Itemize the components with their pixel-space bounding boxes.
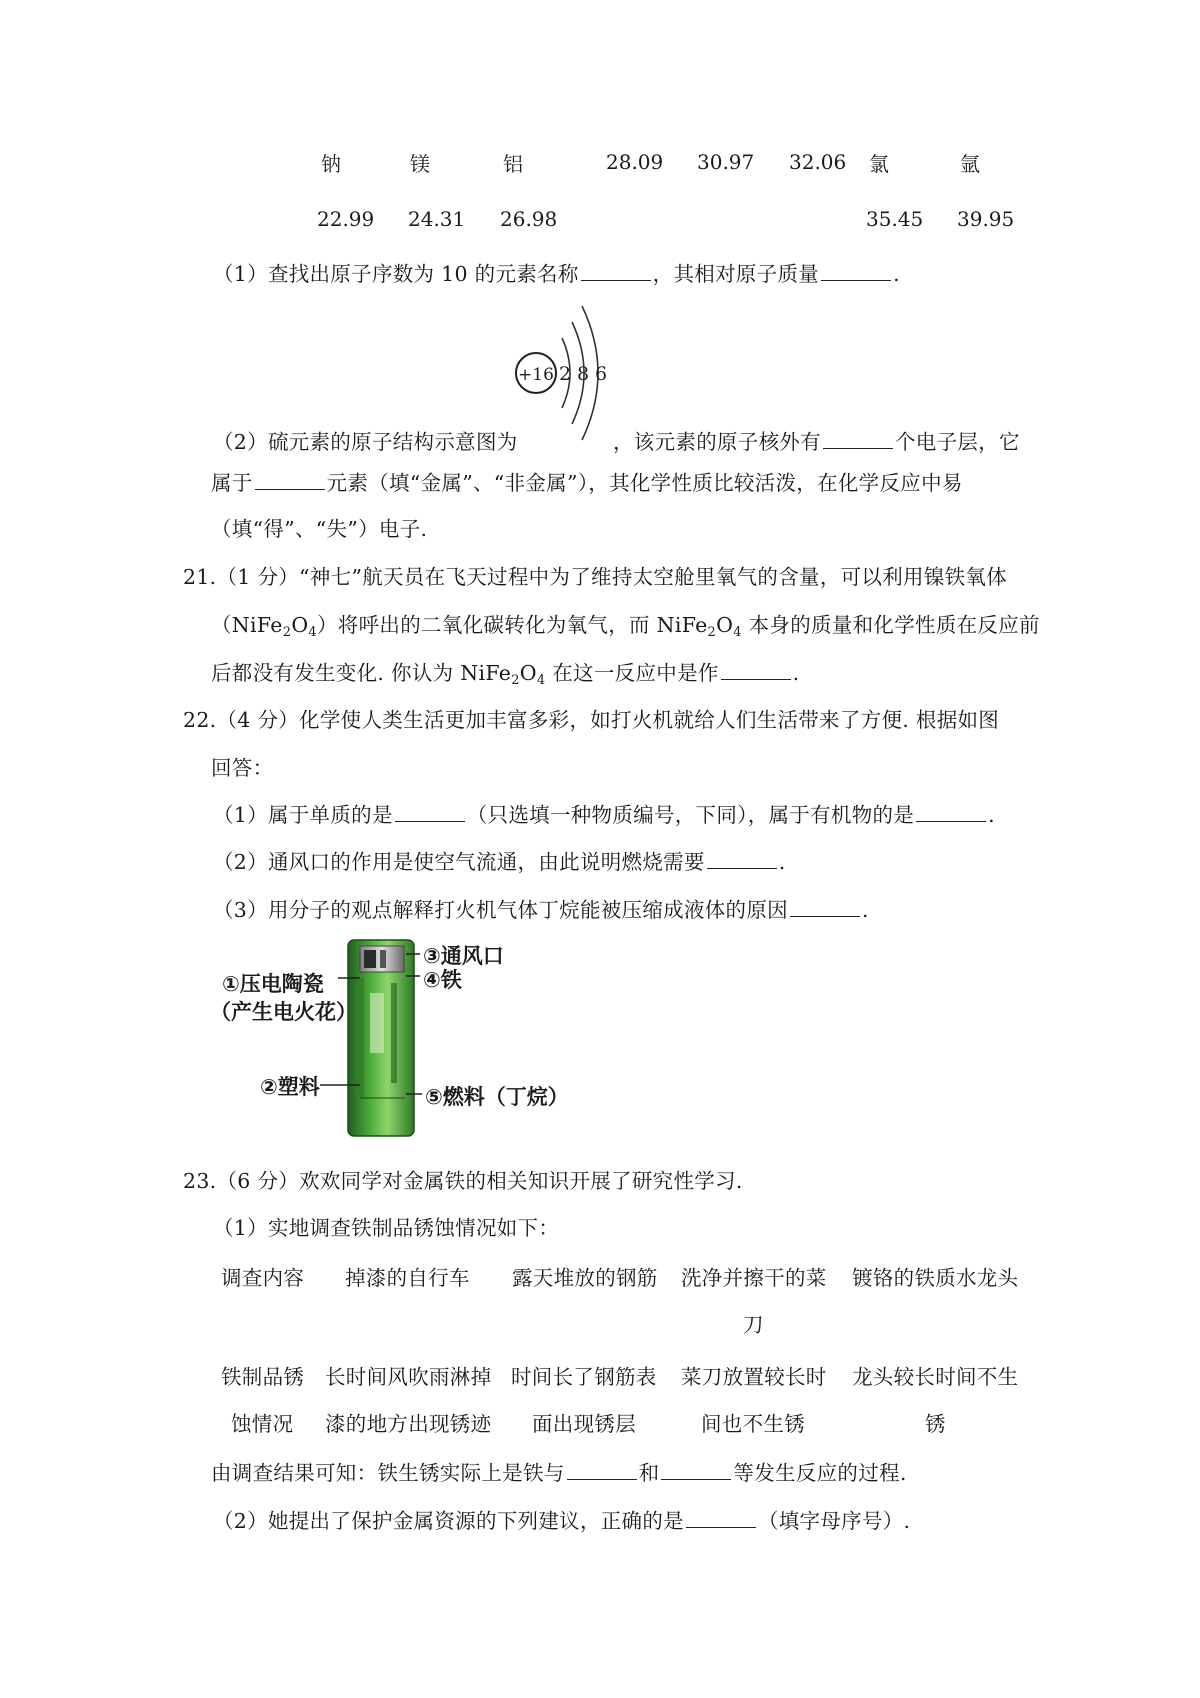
question-20-part-2-line-2: [211, 466, 963, 496]
answer-blank[interactable]: [567, 1461, 637, 1480]
table-cell-mass: 22.99: [317, 207, 375, 231]
text: 和: [638, 1461, 660, 1485]
text: 属于: [211, 471, 253, 495]
text: O: [519, 661, 537, 685]
text: （2）通风口的作用是使空气流通，由此说明燃烧需要: [213, 850, 705, 874]
question-23-conclusion: [211, 1456, 907, 1486]
text: 22.（4 分）化学使人类生活更加丰富多彩，如打火机就给人们生活带来了方便. 根据如图: [183, 708, 1000, 732]
table-cell: 面出现锈层: [532, 1412, 636, 1436]
table-cell-name: 氩: [960, 152, 980, 176]
subscript: 4: [536, 673, 546, 688]
table-cell-mass: 24.31: [408, 207, 466, 231]
table-cell: 菜刀放置较长时: [681, 1365, 827, 1389]
table-cell: 掉漆的自行车: [345, 1266, 470, 1290]
table-cell-mass: 26.98: [500, 207, 558, 231]
table-cell: 时间长了钢筋表: [511, 1365, 657, 1389]
text: ，该元素的原子核外有: [613, 430, 821, 454]
text: .: [988, 803, 995, 827]
text: 等发生反应的过程.: [733, 1461, 907, 1485]
answer-blank[interactable]: [916, 803, 986, 822]
table-cell: 镀铬的铁质水龙头: [852, 1266, 1019, 1290]
question-21-line-3: [211, 656, 800, 688]
shell-electrons: 2: [558, 363, 572, 385]
subscript: 4: [308, 625, 317, 640]
text: ）将呼出的二氧化碳转化为氧气，而 NiFe: [317, 613, 708, 637]
table-cell: 锈: [925, 1412, 946, 1436]
table-cell-mass: 30.97: [697, 150, 755, 174]
answer-blank[interactable]: [823, 430, 893, 449]
text: .: [792, 661, 800, 685]
text: （2）她提出了保护金属资源的下列建议，正确的是: [213, 1509, 684, 1533]
text: 后都没有发生变化. 你认为 NiFe: [211, 661, 512, 685]
sulfur-atomic-structure-diagram: [510, 300, 630, 450]
text: （只选填一种物质编号，下同），属于有机物的是: [466, 803, 915, 827]
text: ，其相对原子质量: [652, 262, 820, 286]
question-20-part-2-line-1: [213, 425, 518, 455]
text: 回答：: [211, 756, 274, 780]
subscript: 2: [707, 625, 717, 640]
text: （填“得”、“失”）电子.: [211, 517, 428, 541]
table-cell: 调查内容: [221, 1266, 305, 1290]
text: （1）实地调查铁制品锈蚀情况如下：: [213, 1216, 560, 1240]
lighter-figure: [210, 938, 569, 1138]
answer-blank[interactable]: [661, 1461, 731, 1480]
answer-blank[interactable]: [255, 471, 325, 490]
text: （3）用分子的观点解释打火机气体丁烷能被压缩成液体的原因: [213, 898, 788, 922]
table-cell-name: 镁: [410, 152, 430, 176]
question-22-part-1: [213, 798, 995, 828]
text: 元素（填“金属”、“非金属”），其化学性质比较活泼，在化学反应中易: [326, 471, 963, 495]
text: （NiFe: [211, 613, 283, 637]
label-spark: （产生电火花）: [210, 1000, 357, 1024]
question-23-part-1: [213, 1211, 559, 1241]
text: .: [778, 850, 786, 874]
label-vent: ③通风口: [423, 944, 504, 968]
answer-blank[interactable]: [721, 661, 791, 680]
question-23-part-2: [213, 1504, 910, 1534]
text: 在这一反应中是作: [545, 661, 719, 685]
text: （1）属于单质的是: [213, 803, 393, 827]
text: 23.（6 分）欢欢同学对金属铁的相关知识开展了研究性学习.: [183, 1169, 743, 1193]
question-20-part-2-line-3: [211, 512, 427, 542]
text: （2）硫元素的原子结构示意图为: [213, 430, 518, 454]
question-22-part-3: [213, 893, 869, 923]
shell-electrons: 8: [576, 363, 590, 385]
text: 本身的质量和化学性质在反应前: [741, 613, 1040, 637]
text: O: [716, 613, 734, 637]
text: 21.（1 分）“神七”航天员在飞天过程中为了维持太空舱里氧气的含量，可以利用镍铁氧体: [183, 565, 1008, 589]
table-cell: 蚀情况: [231, 1412, 294, 1436]
answer-blank[interactable]: [707, 850, 777, 869]
question-23-line-1: [183, 1164, 743, 1194]
table-cell-mass: 39.95: [957, 207, 1015, 231]
answer-blank[interactable]: [686, 1509, 756, 1528]
table-cell: 间也不生锈: [701, 1412, 805, 1436]
text: 个电子层，它: [895, 430, 1020, 454]
table-cell-mass: 28.09: [606, 150, 664, 174]
text: （填字母序号）.: [757, 1509, 911, 1533]
text: 由调查结果可知：铁生锈实际上是铁与: [211, 1461, 565, 1485]
table-cell-name: 钠: [321, 152, 341, 176]
question-22-line-2: [211, 751, 273, 781]
text: .: [893, 262, 900, 286]
shell-electrons: 6: [594, 363, 608, 385]
table-cell-wrap: 刀: [743, 1313, 764, 1337]
table-cell: 长时间风吹雨淋掉: [325, 1365, 492, 1389]
table-cell: 铁制品锈: [221, 1365, 305, 1389]
question-20-part-1: [213, 257, 900, 287]
nucleus-charge: +16: [518, 365, 554, 385]
text: .: [861, 898, 869, 922]
question-20-part-2-line-1b: [613, 425, 1020, 455]
question-22-line-1: [183, 703, 999, 733]
answer-blank[interactable]: [790, 898, 860, 917]
table-cell-name: 铝: [503, 152, 523, 176]
text: （1）查找出原子序数为 10 的元素名称: [213, 262, 579, 286]
text: O: [291, 613, 309, 637]
question-22-part-2: [213, 845, 786, 875]
table-cell-name: 氯: [869, 152, 889, 176]
table-cell: 漆的地方出现锈迹: [325, 1412, 492, 1436]
label-fuel: ⑤燃料（丁烷）: [425, 1085, 569, 1109]
table-cell-mass: 32.06: [789, 150, 847, 174]
table-cell: 洗净并擦干的菜: [681, 1266, 827, 1290]
answer-blank[interactable]: [395, 803, 465, 822]
subscript: 2: [511, 673, 520, 688]
answer-blank[interactable]: [581, 262, 651, 281]
label-plastic: ②塑料: [260, 1075, 320, 1099]
table-cell: 露天堆放的钢筋: [512, 1266, 658, 1290]
label-piezo-ceramic: ①压电陶瓷: [222, 972, 324, 996]
answer-blank[interactable]: [821, 262, 891, 281]
table-cell: 龙头较长时间不生: [852, 1365, 1019, 1389]
question-21-line-1: [183, 560, 1007, 590]
question-21-line-2: [211, 608, 1040, 640]
subscript: 4: [733, 625, 742, 640]
label-iron: ④铁: [423, 968, 462, 992]
subscript: 2: [282, 625, 292, 640]
table-cell-mass: 35.45: [866, 207, 924, 231]
